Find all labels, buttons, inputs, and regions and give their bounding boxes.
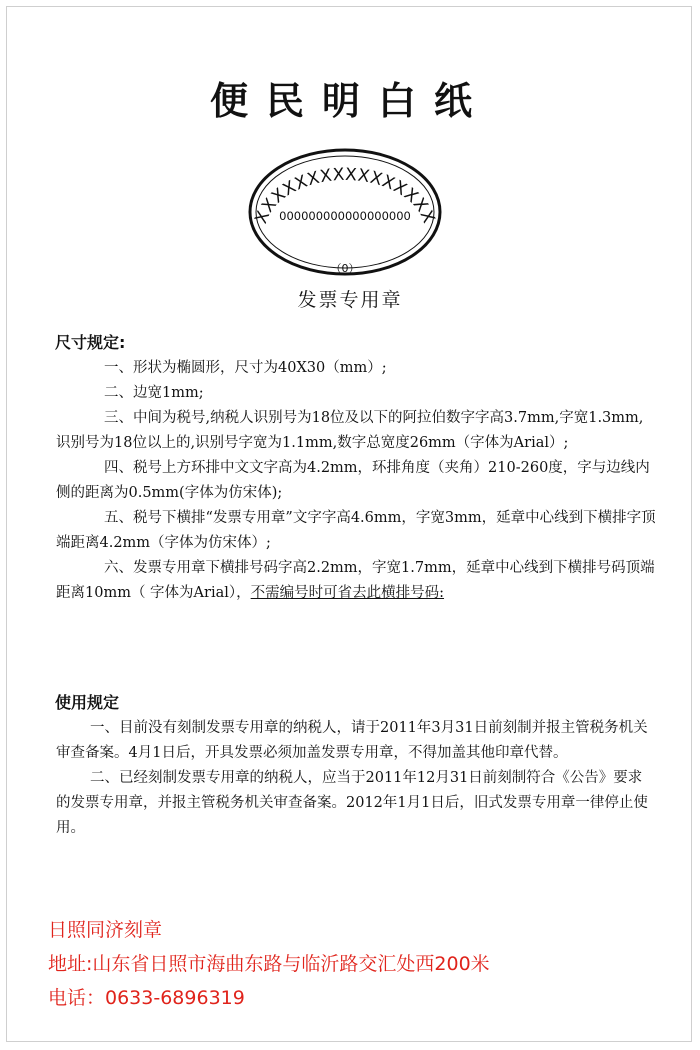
- seal-arc-text: XXXXXXXXXXXXXXXX: [251, 164, 439, 227]
- invoice-seal-diagram: [240, 140, 450, 290]
- footer-company: 日照同济刻章: [48, 919, 163, 941]
- usage-rule-item: 二、已经刻制发票专用章的纳税人，应当于2011年12月31日前刻制符合《公告》要求的发票专用章，并报主管税务机关审查备案。2012年1月1日后，旧式发票专用章一律停止使用。: [56, 770, 648, 836]
- size-rules-list: [56, 356, 656, 606]
- seal-code: （0）: [330, 262, 360, 275]
- size-rule-item: 五、税号下横排“发票专用章”文字字高4.6mm，字宽3mm，延章中心线到下横排字顶端距离4.2mm（字体为仿宋体）;: [56, 510, 656, 551]
- size-rule-item: [56, 556, 656, 606]
- page-title: 便民明白纸: [209, 79, 490, 123]
- size-rule-item: 一、形状为椭圆形，尺寸为40X30（mm）;: [104, 360, 387, 376]
- underlined-note: 不需编号时可省去此横排号码:: [250, 585, 445, 601]
- footer-address: 地址:山东省日照市海曲东路与临沂路交汇处西200米: [48, 953, 490, 975]
- size-rule-text: 六、发票专用章下横排号码字高2.2mm，字宽1.7mm，延章中心线到下横排号码顶端距离10mm（ 字体为Arial），: [56, 560, 655, 601]
- usage-rule-item: 一、目前没有刻制发票专用章的纳税人，请于2011年3月31日前刻制并报主管税务机关审查备案。4月1日后，开具发票必须加盖发票专用章，不得加盖其他印章代替。: [56, 720, 648, 761]
- usage-rules-list: [56, 716, 656, 841]
- usage-rules-heading: 使用规定: [55, 693, 120, 712]
- size-rule-item: 二、边宽1mm;: [104, 385, 204, 401]
- size-rule-item: 四、税号上方环排中文文字高为4.2mm，环排角度（夹角）210-260度，字与边线内侧的距离为0.5mm(字体为仿宋体);: [56, 460, 650, 501]
- seal-name: 发票专用章: [297, 289, 403, 311]
- size-rule-item: 三、中间为税号,纳税人识别号为18位及以下的阿拉伯数字字高3.7mm,字宽1.3mm,识别号为18位以上的,识别号字宽为1.1mm,数字总宽度26mm（字体为Arial）;: [56, 410, 644, 451]
- footer-phone: 电话：0633-6896319: [48, 987, 245, 1009]
- size-rules-heading: 尺寸规定:: [55, 333, 126, 352]
- seal-tax-number: 000000000000000000: [279, 209, 411, 223]
